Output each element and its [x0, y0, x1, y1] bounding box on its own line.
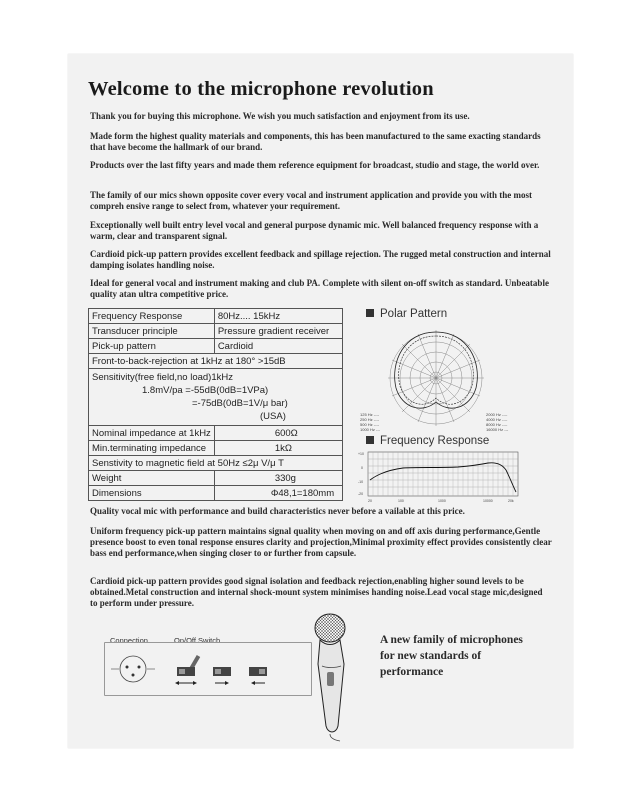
microphone-illustration — [310, 610, 370, 742]
materials-paragraph: Made form the highest quality materials and components, this has been manufactured to the same exacting standards that have become the hallmark of our brand. — [90, 131, 541, 152]
spec-label: Weight — [89, 471, 215, 486]
sensitivity-line: =-75dB(0dB=1V/μ bar) — [192, 398, 288, 409]
frequency-response-heading — [366, 435, 489, 447]
bullet-square-icon — [366, 436, 374, 444]
polar-pattern-heading — [366, 308, 447, 320]
spec-row — [89, 441, 343, 456]
spec-row — [89, 354, 343, 369]
spec-value: 80Hz.... 15kHz — [214, 309, 342, 324]
spec-row — [89, 471, 343, 486]
svg-text:1000: 1000 — [438, 499, 446, 503]
svg-text:8000 Hz ----: 8000 Hz ---- — [486, 422, 508, 427]
spec-value: Φ48,1=180mm — [214, 486, 342, 501]
spec-table — [88, 308, 343, 501]
svg-text:2000 Hz ----: 2000 Hz ---- — [486, 412, 508, 417]
sensitivity-line: Sensitivity(free field,no load)1kHz — [92, 372, 233, 383]
sensitivity-line: 1.8mV/pa =-55dB(0dB=1VPa) — [142, 385, 269, 396]
spec-row — [89, 486, 343, 501]
spec-sensitivity — [89, 369, 343, 426]
spec-value: 330g — [214, 471, 342, 486]
spec-label: Pick-up pattern — [89, 339, 215, 354]
uniform-paragraph: Uniform frequency pick-up pattern maintains signal quality when moving on and off axis during performance,Gentle presence boost to even tonal response ensures clarity and projection,Minimal proximity effect provides consistently clear bass end performance,when singing closer to or further from capsule. — [90, 526, 552, 558]
svg-text:250 Hz ----: 250 Hz ---- — [360, 417, 380, 422]
connector-switch-icon — [105, 643, 311, 695]
new-family-tagline: A new family of microphones for new standards of performance — [380, 634, 523, 678]
spec-row — [89, 324, 343, 339]
spec-label: Transducer principle — [89, 324, 215, 339]
frequency-response-title: Frequency Response — [380, 435, 490, 447]
spec-value: 600Ω — [214, 426, 342, 441]
instruction-sheet — [68, 54, 573, 748]
polar-pattern-title: Polar Pattern — [380, 308, 448, 320]
spec-label: Min.terminating impedance — [89, 441, 215, 456]
isolation-paragraph: Cardioid pick-up pattern provides good signal isolation and feedback rejection,enabling higher sound levels to be obtained.Metal construction and internal shock-mount system minimises handing noise.Lead vocal stage mic,designed to perform under pressure. — [90, 576, 543, 608]
bullet-square-icon — [366, 309, 374, 317]
svg-text:+10: +10 — [358, 452, 364, 456]
spec-value: Cardioid — [214, 339, 342, 354]
svg-text:100: 100 — [398, 499, 404, 503]
spec-magnetic: Senstivity to magnetic field at 50Hz ≤2μ V/μ T — [89, 456, 343, 471]
spec-row — [89, 456, 343, 471]
spec-label: Dimensions — [89, 486, 215, 501]
spec-row — [89, 339, 343, 354]
svg-text:20: 20 — [368, 499, 372, 503]
page-title: Welcome to the microphone revolution — [88, 78, 434, 100]
cardioid-paragraph: Cardioid pick-up pattern provides excellent feedback and spillage rejection. The rugged metal construction and internal damping isolates handling noise. — [90, 249, 551, 270]
spec-value: 1kΩ — [214, 441, 342, 456]
spec-row — [89, 369, 343, 426]
spec-front-to-back: Front-to-back-rejection at 1kHz at 180° >15dB — [89, 354, 343, 369]
switch-label: On/Off Switch — [174, 636, 221, 645]
spec-label: Nominal impedance at 1kHz — [89, 426, 215, 441]
svg-text:-20: -20 — [358, 492, 364, 496]
entry-level-paragraph: Exceptionally well built entry level vocal and general purpose dynamic mic. Well balanced frequency response with a warm, clear and transparent signal. — [90, 220, 539, 241]
spec-row — [89, 426, 343, 441]
ideal-paragraph: Ideal for general vocal and instrument making and club PA. Complete with silent on-off switch as standard. Unbeatable quality atan ultra competitive price. — [90, 278, 549, 299]
svg-text:-10: -10 — [358, 480, 364, 484]
svg-text:10000: 10000 — [483, 499, 493, 503]
history-paragraph: Products over the last fifty years and made them reference equipment for broadcast, studio and stage, the world over. — [90, 160, 540, 170]
sensitivity-line: (USA) — [260, 411, 286, 422]
family-paragraph: The family of our mics shown opposite cover every vocal and instrument application and provide you with the most compreh ensive range to select from, whatever your requirement. — [90, 190, 533, 211]
svg-text:1000 Hz ---: 1000 Hz --- — [360, 427, 381, 432]
svg-text:0: 0 — [361, 466, 363, 470]
frequency-response-graph — [358, 450, 533, 508]
connection-switch-diagram — [104, 642, 312, 696]
polar-pattern-graph — [358, 322, 528, 432]
spec-row — [89, 309, 343, 324]
connection-label: Connection — [110, 636, 148, 645]
svg-text:500 Hz ----: 500 Hz ---- — [360, 422, 380, 427]
intro-paragraph: Thank you for buying this microphone. We wish you much satisfaction and enjoyment from its use. — [90, 111, 470, 121]
quality-paragraph: Quality vocal mic with performance and build characteristics never before a vailable at this price. — [90, 506, 465, 516]
spec-label: Frequency Response — [89, 309, 215, 324]
svg-text:20k: 20k — [508, 499, 514, 503]
svg-text:4000 Hz ----: 4000 Hz ---- — [486, 417, 508, 422]
svg-text:16000 Hz ---: 16000 Hz --- — [486, 427, 509, 432]
svg-text:125 Hz ----: 125 Hz ---- — [360, 412, 380, 417]
spec-value: Pressure gradient receiver — [214, 324, 342, 339]
